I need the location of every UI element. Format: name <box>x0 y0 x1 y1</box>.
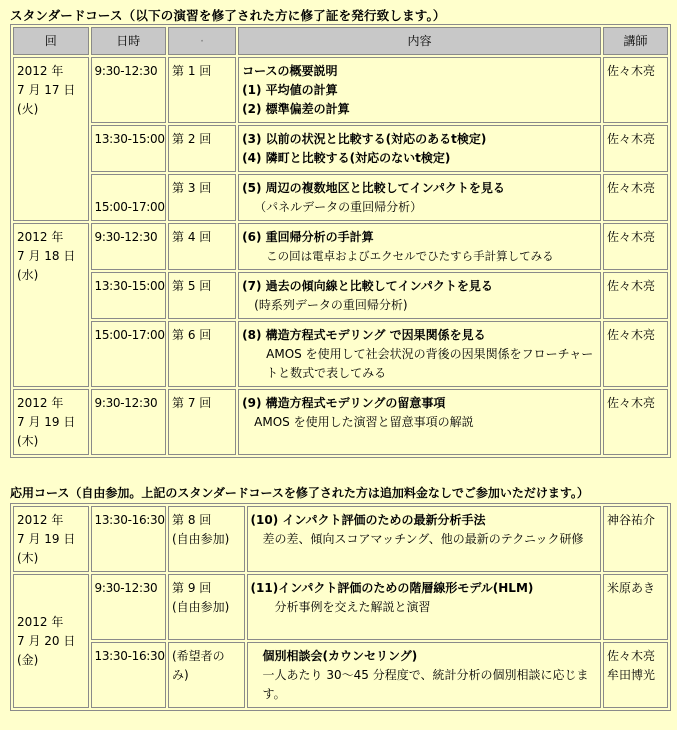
table-row <box>13 57 668 123</box>
time-cell: 9:30-12:30 <box>91 574 167 640</box>
content-sub: （パネルデータの重回帰分析） <box>254 200 423 214</box>
table-row <box>13 642 668 708</box>
date-cell <box>13 389 89 455</box>
header-lecturer: 講師 <box>603 27 668 55</box>
date-cell <box>13 506 89 572</box>
session-number <box>168 506 245 572</box>
standard-course-title: スタンダードコース（以下の演習を修了された方に修了証を発行致します。） <box>10 8 446 23</box>
content-sub: AMOS を使用して社会状況の背後の因果関係をフローチャートと数式で表してみる <box>266 347 594 380</box>
content-cell <box>238 223 601 270</box>
content-cell <box>247 574 601 640</box>
time-cell: 15:00-17:00 <box>91 174 167 221</box>
content-line: (4) 隣町と比較する(対応のないt検定) <box>242 151 451 165</box>
applied-course-table <box>10 503 671 711</box>
lecturer-cell <box>603 642 668 708</box>
table-row <box>13 125 668 172</box>
session-number: 第 5 回 <box>168 272 236 319</box>
content-sub: (時系列データの重回帰分析) <box>254 298 408 312</box>
content-title: (7) 過去の傾向線と比較してインパクトを見る <box>242 279 493 293</box>
applied-course-title: 応用コース（自由参加。上記のスタンダードコースを修了された方は追加料金なしでご参加いただけます。） <box>10 486 589 500</box>
date-weekday: (木) <box>17 434 39 448</box>
content-title: (6) 重回帰分析の手計算 <box>242 230 374 244</box>
lecturer-cell: 佐々木亮 <box>603 125 668 172</box>
session-number: 第 3 回 <box>168 174 236 221</box>
session-note: (自由参加) <box>172 600 230 614</box>
content-cell <box>247 506 601 572</box>
content-line: (2) 標準偏差の計算 <box>242 102 350 116</box>
session-number: 第 1 回 <box>168 57 236 123</box>
header-blank <box>168 27 236 55</box>
date-year: 2012 年 <box>17 615 64 629</box>
session-number: (希望者のみ) <box>168 642 245 708</box>
session-num: 第 9 回 <box>172 581 212 595</box>
content-line: (3) 以前の状況と比較する(対応のあるt検定) <box>242 132 487 146</box>
table-row <box>13 389 668 455</box>
lecturer-cell: 佐々木亮 <box>603 321 668 387</box>
lecturer-cell: 佐々木亮 <box>603 272 668 319</box>
content-sub: 一人あたり 30～45 分程度で、統計分析の個別相談に応じます。 <box>262 668 589 701</box>
header-kai: 回 <box>13 27 89 55</box>
content-cell <box>238 174 601 221</box>
content-title: コースの概要説明 <box>242 64 338 78</box>
table-row <box>13 321 668 387</box>
date-weekday: (水) <box>17 268 39 282</box>
session-number: 第 6 回 <box>168 321 236 387</box>
content-title: 個別相談会(カウンセリング) <box>262 649 418 663</box>
header-row <box>13 27 668 55</box>
date-weekday: (火) <box>17 102 39 116</box>
lecturer-cell: 佐々木亮 <box>603 389 668 455</box>
session-number: 第 7 回 <box>168 389 236 455</box>
content-cell <box>238 389 601 455</box>
lecturer-name: 佐々木亮 <box>606 649 655 663</box>
content-cell <box>238 321 601 387</box>
table-row <box>13 574 668 640</box>
date-day: 7 月 17 日 <box>17 83 76 97</box>
content-sub: AMOS を使用した演習と留意事項の解説 <box>254 415 474 429</box>
content-cell <box>247 642 601 708</box>
table-row <box>13 506 668 572</box>
time-cell: 9:30-12:30 <box>91 223 167 270</box>
header-content: 内容 <box>238 27 601 55</box>
time-cell: 15:00-17:00 <box>91 321 167 387</box>
time-cell: 13:30-15:00 <box>91 125 167 172</box>
date-cell <box>13 223 89 387</box>
time-cell: 9:30-12:30 <box>91 57 167 123</box>
lecturer-cell: 佐々木亮 <box>603 223 668 270</box>
lecturer-cell: 佐々木亮 <box>603 174 668 221</box>
time-cell: 9:30-12:30 <box>91 389 167 455</box>
session-number <box>168 574 245 640</box>
date-year: 2012 年 <box>17 396 64 410</box>
lecturer-cell: 神谷祐介 <box>603 506 668 572</box>
date-year: 2012 年 <box>17 230 64 244</box>
header-datetime: 日時 <box>91 27 167 55</box>
content-cell <box>238 57 601 123</box>
content-title: (5) 周辺の複数地区と比較してインパクトを見る <box>242 181 505 195</box>
lecturer-cell: 佐々木亮 <box>603 57 668 123</box>
content-title: (11)インパクト評価のための階層線形モデル(HLM) <box>250 581 534 595</box>
content-title: (8) 構造方程式モデリング で因果関係を見る <box>242 328 486 342</box>
table-row <box>13 272 668 319</box>
content-cell <box>238 272 601 319</box>
date-year: 2012 年 <box>17 513 64 527</box>
time-cell: 13:30-15:00 <box>91 272 167 319</box>
session-number: 第 4 回 <box>168 223 236 270</box>
standard-course-table <box>10 24 671 458</box>
table-row <box>13 223 668 270</box>
content-sub: 分析事例を交えた解説と演習 <box>274 600 431 614</box>
content-sub: 差の差、傾向スコアマッチング、他の最新のテクニック研修 <box>262 532 584 546</box>
session-note: (自由参加) <box>172 532 230 546</box>
time-cell: 13:30-16:30 <box>91 642 167 708</box>
header-dot: · <box>200 34 204 48</box>
date-day: 7 月 18 日 <box>17 249 76 263</box>
content-cell <box>238 125 601 172</box>
date-day: 7 月 19 日 <box>17 532 76 546</box>
date-day: 7 月 19 日 <box>17 415 76 429</box>
content-line: (1) 平均値の計算 <box>242 83 338 97</box>
content-title: (9) 構造方程式モデリングの留意事項 <box>242 396 446 410</box>
content-sub: この回は電卓およびエクセルでひたすら手計算してみる <box>266 249 554 263</box>
lecturer-cell: 米原あき <box>603 574 668 640</box>
date-weekday: (木) <box>17 551 39 565</box>
date-day: 7 月 20 日 <box>17 634 76 648</box>
session-number: 第 2 回 <box>168 125 236 172</box>
table-row <box>13 174 668 221</box>
lecturer-name: 牟田博光 <box>606 668 655 682</box>
content-title: (10) インパクト評価のための最新分析手法 <box>250 513 486 527</box>
time-cell: 13:30-16:30 <box>91 506 167 572</box>
date-cell <box>13 574 89 708</box>
date-cell <box>13 57 89 221</box>
date-year: 2012 年 <box>17 64 64 78</box>
session-num: 第 8 回 <box>172 513 212 527</box>
date-weekday: (金) <box>17 653 39 667</box>
